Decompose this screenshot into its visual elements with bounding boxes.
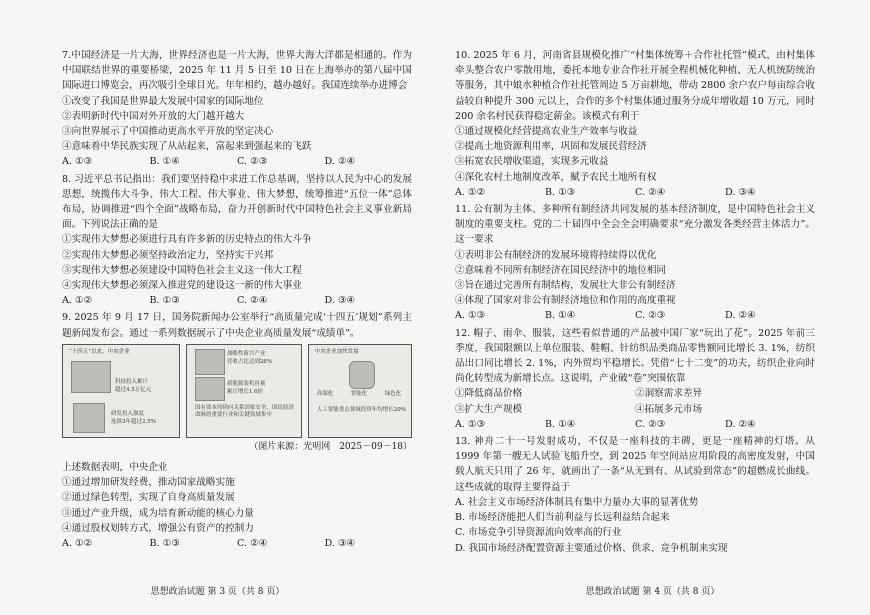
option-b[interactable]: B. ①④ bbox=[545, 310, 576, 322]
statement: ②通过绿色转型，实现了自身高质量发展 bbox=[62, 492, 235, 504]
question-12-statements bbox=[455, 386, 815, 416]
question-8 bbox=[62, 172, 412, 309]
option-a[interactable]: A. ①③ bbox=[62, 156, 93, 168]
statement: ②洞察需求差异 bbox=[635, 388, 703, 400]
option-d[interactable]: D. ③④ bbox=[324, 538, 356, 550]
option-c[interactable]: C. 市场竞争引导资源流向效率高的行业 bbox=[455, 527, 622, 539]
option-c[interactable]: C. ②④ bbox=[237, 538, 268, 550]
question-10-options bbox=[455, 185, 815, 200]
question-7-options bbox=[62, 154, 412, 169]
statement: ③向世界展示了中国推动更高水平开放的坚定决心 bbox=[62, 126, 274, 138]
left-column bbox=[62, 48, 412, 553]
option-b[interactable]: B. ①③ bbox=[149, 538, 180, 550]
panel-text: 新能源装机容量 bbox=[226, 380, 266, 387]
option-d[interactable]: D. ②④ bbox=[725, 310, 756, 322]
page-footer: 思想政治试题 第 4 页（共 8 页） bbox=[585, 587, 720, 597]
panel-text: 高端化 bbox=[316, 390, 334, 397]
statement: ④深化农村土地制度改革，赋予农民土地所有权 bbox=[455, 171, 657, 183]
panel-text: 累计增长1.6倍 bbox=[226, 388, 264, 395]
statement: ②表明新时代中国对外开放的大门越开越大 bbox=[62, 110, 245, 122]
question-9-stem: 9. 2025 年 9 月 17 日，国务院新闻办公室举行“高质量完成‘十四五’规划”系列主题新闻发布会。通过一系列数据展示了中央企业高质量发展“成绩单”。 bbox=[62, 312, 412, 339]
panel-text: 科技投入累计 bbox=[115, 378, 149, 385]
statement: ③拓宽农民增收渠道，实现多元收益 bbox=[455, 156, 609, 168]
option-d[interactable]: D. ②④ bbox=[725, 418, 756, 430]
panel-text: 超过4.5万亿元 bbox=[115, 386, 152, 393]
option-a[interactable]: A. ①② bbox=[62, 295, 93, 307]
statement: ③实现伟大梦想必须建设中国特色社会主义这一伟大工程 bbox=[62, 264, 302, 276]
statement: ④意味着中华民族实现了从站起来，富起来到强起来的飞跃 bbox=[62, 141, 312, 153]
panel-title: 战略性新兴产业 bbox=[226, 350, 266, 357]
option-b[interactable]: B. ①③ bbox=[149, 295, 180, 307]
option-d[interactable]: D. ③④ bbox=[324, 295, 356, 307]
option-c[interactable]: C. ②④ bbox=[635, 186, 666, 198]
option-d[interactable]: D. 我国市场经济配置资源主要通过价格、供求、竞争机制来实现 bbox=[455, 542, 728, 554]
question-12-options bbox=[455, 417, 815, 432]
statement: ①降低商品价格 bbox=[455, 388, 523, 400]
statement: ①通过规模化经营提高农业生产效率与收益 bbox=[455, 126, 638, 138]
statement: ③通过产业升级，成为培育新动能的核心力量 bbox=[62, 507, 254, 519]
statement: ④通过股权划转方式，增强公有资产的控制力 bbox=[62, 522, 254, 534]
question-9-options bbox=[62, 536, 412, 551]
panel-text: 人工智能重点领域投资年均增长20% bbox=[316, 406, 406, 413]
chart-image bbox=[73, 403, 105, 433]
option-d[interactable]: D. ③④ bbox=[725, 186, 756, 198]
panel-title: “十四五”以来，中央企业 bbox=[69, 348, 130, 355]
option-a[interactable]: A. ①② bbox=[455, 186, 486, 198]
figure-credit: （图片来源：光明网 2025－09－18） bbox=[249, 441, 412, 452]
question-7-stem: 7.中国经济是一片大海，世界经济也是一片大海，世界大海大洋都是相通的。作为中国联结世界的重要桥梁，2025 年 11 月 5 日至 10 日在上海举办的第八届中国国际进口博览会，再次吸引全球目光。年年相约，越办越好。我国连续举办进博会 bbox=[62, 50, 412, 92]
question-10 bbox=[455, 48, 815, 200]
panel-text: 营收占比达到28% bbox=[226, 358, 273, 365]
statement: ③旨在通过完善所有制结构，发展壮大非公有制经济 bbox=[455, 280, 676, 292]
building-image bbox=[71, 361, 111, 393]
option-b[interactable]: B. ①④ bbox=[545, 418, 576, 430]
right-page bbox=[435, 0, 870, 615]
panel-text: 智能化 bbox=[350, 390, 368, 397]
question-11-stem: 11. 公有制为主体、多种所有制经济共同发展的基本经济制度，是中国特色社会主义制度的重要支柱。党的二十届四中全会全会明确要求“充分激发各类经营主体活力”。这一要求 bbox=[455, 204, 815, 246]
option-b[interactable]: B. ①④ bbox=[149, 156, 180, 168]
question-10-stem: 10. 2025 年 6 月，河南省县规模化推广“村集体统筹＋合作社托管”模式，由村集体牵头整合农户零散用地，委托本地专业合作社开展全程机械化种植、无人机统防统治等服务，其中娘水种植合作社托管周边 5 万亩耕地，带动 2800 余户农户每亩综合收益较自种提升 300 元以上，合作的多个村集体通过服务分成年增收超 10 万元，同时 200 余名村民获得稳定薪金。该模式有利于 bbox=[455, 50, 815, 122]
question-11 bbox=[455, 202, 815, 324]
infographic-panel-industry bbox=[186, 344, 302, 438]
statement: ①表明非公有制经济的发展环境将持续得以优化 bbox=[455, 249, 657, 261]
statement: ②提高土地资源利用率，巩固和发展民营经济 bbox=[455, 141, 647, 153]
page-footer: 思想政治试题 第 3 页（共 8 页） bbox=[150, 587, 285, 597]
question-13-stem: 13. 神舟二十一号发射成功，不仅是一座科技的丰碑，更是一座精神的灯塔。从 1999 年第一艘无人试验飞船升空，到 2025 年空间站应用阶段的高密度发射，中国载人航天只用了 26 年，就画出了一条“从无到有、从试验到常态”的超燃成长曲线。这些成就的取得主要得益于 bbox=[455, 436, 815, 493]
statement: ②实现伟大梦想必须坚持政治定力，坚持实干兴邦 bbox=[62, 249, 274, 261]
right-column bbox=[455, 48, 815, 556]
option-d[interactable]: D. ②④ bbox=[324, 156, 356, 168]
option-c[interactable]: C. ②③ bbox=[237, 156, 268, 168]
option-b[interactable]: B. 市场经济能把人们当前利益与长远利益结合起来 bbox=[455, 512, 670, 524]
option-a[interactable]: A. 社会主义市场经济体制具有集中力量办大事的显著优势 bbox=[455, 496, 699, 508]
question-9-lead: 上述数据表明，中央企业 bbox=[62, 462, 168, 474]
question-13 bbox=[455, 434, 815, 556]
robot-image bbox=[349, 361, 375, 389]
panel-title: 中央企业加快发展 bbox=[314, 348, 359, 355]
question-9 bbox=[62, 310, 412, 551]
panel-text: 研发投入强度 bbox=[111, 410, 145, 417]
option-c[interactable]: C. ②④ bbox=[237, 295, 268, 307]
option-c[interactable]: C. ②③ bbox=[635, 310, 666, 322]
option-a[interactable]: A. ①② bbox=[62, 538, 93, 550]
statement: ②意味着不同所有制经济在国民经济中的地位相同 bbox=[455, 264, 667, 276]
question-11-options bbox=[455, 308, 815, 323]
question-8-options bbox=[62, 293, 412, 308]
infographic-figure bbox=[62, 344, 412, 438]
panel-text: 绿色化 bbox=[384, 390, 402, 397]
infographic-panel-research bbox=[62, 344, 180, 438]
statement: ①改变了我国是世界最大发展中国家的国际地位 bbox=[62, 95, 264, 107]
option-b[interactable]: B. ①③ bbox=[545, 186, 576, 198]
energy-image bbox=[195, 377, 225, 401]
option-a[interactable]: A. ①③ bbox=[455, 418, 486, 430]
question-12-stem: 12. 帽子、雨伞、服装，这些看似普通的产品被中国厂家“玩出了花”。2025 年前三季度，我国限额以上单位服装、鞋帽、针纺织品类商品零售额同比增长 3. 1%，纺织品出口同比增长 2. 1%，内外贸均平稳增长。凭借“七十二变”的功夫，纺织企业向时尚化转型成为新增长点。这说明，产业破“卷”突围依靠 bbox=[455, 327, 815, 385]
option-a[interactable]: A. ①③ bbox=[455, 310, 486, 322]
statement: ④体现了国家对非公有制经济地位和作用的高度重视 bbox=[455, 295, 676, 307]
panel-text: 连续3年超过2.5% bbox=[111, 418, 156, 425]
statement: ①实现伟大梦想必须进行具有许多新的历史特点的伟大斗争 bbox=[62, 234, 312, 246]
question-12 bbox=[455, 326, 815, 432]
statement: ④实现伟大梦想必须深入推进党的建设这一新的伟大事业 bbox=[62, 280, 302, 292]
industry-image bbox=[195, 349, 225, 375]
statement: ③扩大生产规模 bbox=[455, 403, 523, 415]
question-8-stem: 8. 习近平总书记指出：我们要坚持稳中求进工作总基调，坚持以人民为中心的发展思想，统揽伟大斗争、伟大工程、伟大事业、伟大梦想，统筹推进“五位一体”总体布局，协调推进“四个全面”战略布局，奋力开创新时代中国特色社会主义事业新局面。下列说法正确的是 bbox=[62, 173, 412, 231]
statement: ④拓展多元市场 bbox=[635, 403, 703, 415]
option-c[interactable]: C. ②③ bbox=[635, 418, 666, 430]
infographic-panel-development bbox=[308, 344, 412, 438]
panel-text: 国有资本持续向关系国家安全、国民经济命脉的重要行业和关键领域集中 bbox=[194, 404, 294, 418]
question-7 bbox=[62, 48, 412, 170]
statement: ①通过增加研发经费，推动国家战略实施 bbox=[62, 477, 235, 489]
